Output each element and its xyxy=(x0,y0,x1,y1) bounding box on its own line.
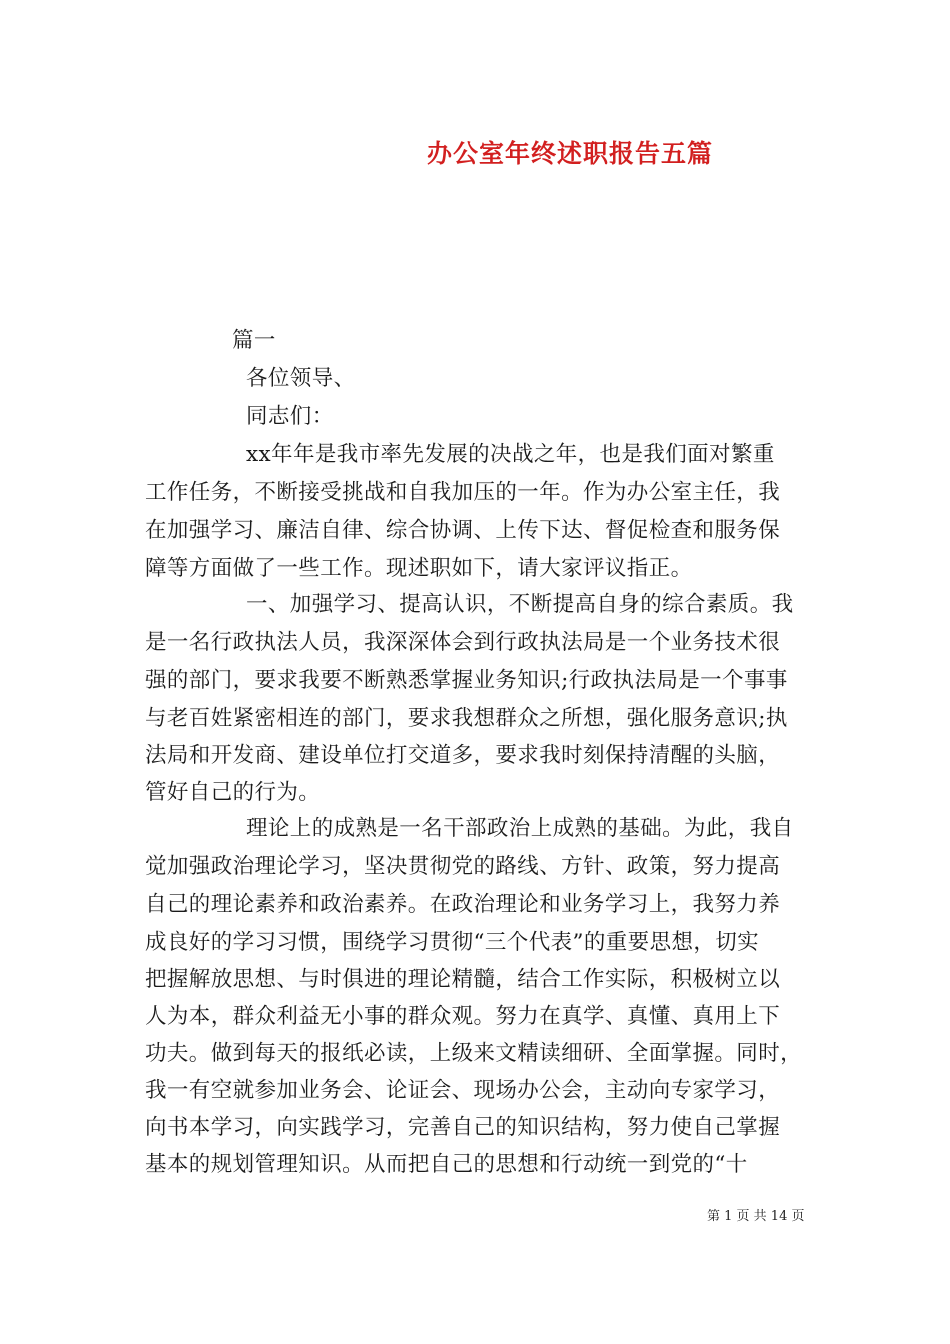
body-line: 成良好的学习习惯，围绕学习贯彻“三个代表”的重要思想，切实 xyxy=(145,930,760,955)
body-line: 法局和开发商、建设单位打交道多，要求我时刻保持清醒的头脑， xyxy=(145,743,781,768)
body-line: 功夫。做到每天的报纸必读，上级来文精读细研、全面掌握。同时， xyxy=(145,1041,803,1066)
page-number: 第 1 页 共 14 页 xyxy=(707,1209,805,1224)
body-line: 是一名行政执法人员，我深深体会到行政执法局是一个业务技术很 xyxy=(145,630,781,655)
body-line: 自己的理论素养和政治素养。在政治理论和业务学习上，我努力养 xyxy=(145,892,781,917)
body-line: xx年年是我市率先发展的决战之年，也是我们面对繁重 xyxy=(246,442,775,467)
body-line: 我一有空就参加业务会、论证会、现场办公会，主动向专家学习， xyxy=(145,1078,781,1103)
body-line: 一、加强学习、提高认识，不断提高自身的综合素质。我 xyxy=(246,592,794,617)
body-line: 把握解放思想、与时俱进的理论精髓，结合工作实际，积极树立以 xyxy=(145,967,781,992)
body-line: 管好自己的行为。 xyxy=(145,780,321,805)
section-label: 篇一 xyxy=(232,328,276,353)
body-line: 与老百姓紧密相连的部门，要求我想群众之所想，强化服务意识;执 xyxy=(145,706,788,731)
body-line: 理论上的成熟是一名干部政治上成熟的基础。为此，我自 xyxy=(246,816,794,841)
body-line: 障等方面做了一些工作。现述职如下，请大家评议指正。 xyxy=(145,556,693,581)
body-line: 向书本学习，向实践学习，完善自己的知识结构，努力使自己掌握 xyxy=(145,1115,781,1140)
body-line: 在加强学习、廉洁自律、综合协调、上传下达、督促检查和服务保 xyxy=(145,518,781,543)
body-line: 人为本，群众利益无小事的群众观。努力在真学、真懂、真用上下 xyxy=(145,1004,781,1029)
document-title: 办公室年终述职报告五篇 xyxy=(426,139,713,168)
salutation-leaders: 各位领导、 xyxy=(246,366,356,391)
body-line: 工作任务，不断接受挑战和自我加压的一年。作为办公室主任，我 xyxy=(145,480,781,505)
body-line: 基本的规划管理知识。从而把自己的思想和行动统一到党的“十 xyxy=(145,1152,748,1177)
body-line: 强的部门，要求我要不断熟悉掌握业务知识;行政执法局是一个事事 xyxy=(145,668,788,693)
salutation-comrades: 同志们： xyxy=(246,404,334,429)
body-line: 觉加强政治理论学习，坚决贯彻党的路线、方针、政策，努力提高 xyxy=(145,854,781,879)
